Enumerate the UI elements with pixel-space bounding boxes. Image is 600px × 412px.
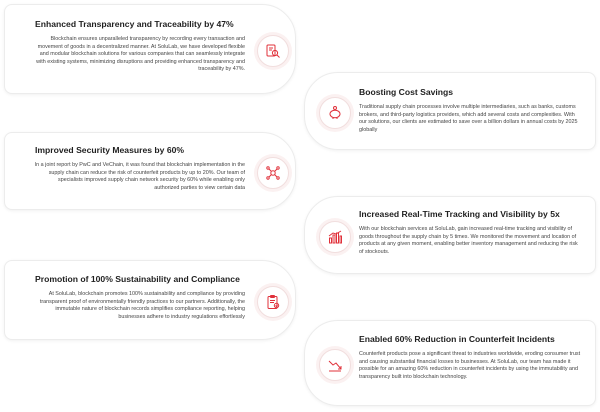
icon-badge bbox=[319, 97, 351, 129]
icon-badge bbox=[257, 35, 289, 67]
card-tracking bbox=[304, 196, 596, 274]
card-title: Boosting Cost Savings bbox=[359, 87, 454, 97]
card-body: At SoluLab, blockchain promotes 100% sustainability and compliance by providing transparent proof of environmentally friendly practices to our partners. Additionally, the immutable nature of blockchain records simplifies compliance reporting, helping businesses adhere to industry regulations effortlessly bbox=[39, 291, 245, 320]
icon-badge bbox=[257, 286, 289, 318]
search-document-icon bbox=[265, 43, 281, 59]
security-network-icon bbox=[265, 165, 281, 181]
card-title: Enabled 60% Reduction in Counterfeit Incidents bbox=[359, 334, 555, 344]
piggy-bank-icon bbox=[327, 105, 343, 121]
bar-chart-icon bbox=[327, 229, 343, 245]
card-title: Promotion of 100% Sustainability and Compliance bbox=[35, 274, 240, 284]
card-body: Blockchain ensures unparalleled transparency by recording every transaction and movement of goods in a decentralized manner. At SoluLab, we have developed flexible and modular blockchain solutions for various companies that can seamlessly integrate with existing systems, minimizing disruptions and providing enhanced transparency and traceability by 47%. bbox=[36, 36, 245, 72]
card-body: With our blockchain services at SoluLab, gain increased real-time tracking and visibility of goods throughout the supply chain by 5 times. We monitored the movement and location of products at any given moment, enabling better inventory management and reducing the risk of stockouts. bbox=[359, 226, 578, 255]
card-security bbox=[4, 132, 296, 210]
card-title: Enhanced Transparency and Traceability by 47% bbox=[35, 19, 234, 29]
card-sustainability bbox=[4, 260, 296, 340]
icon-badge bbox=[319, 349, 351, 381]
card-body: Traditional supply chain processes involve multiple intermediaries, such as banks, customs brokers, and third-party logistics providers, which add several costs and complexities. With our solutions, our clients are estimated to save over a billion dollars in annual costs by 2025 globally bbox=[359, 104, 578, 133]
trend-down-icon bbox=[327, 357, 343, 373]
card-transparency bbox=[4, 4, 296, 94]
icon-badge bbox=[257, 157, 289, 189]
compliance-clipboard-icon bbox=[265, 294, 281, 310]
card-title: Improved Security Measures by 60% bbox=[35, 145, 185, 155]
icon-badge bbox=[319, 221, 351, 253]
card-body: In a joint report by PwC and VeChain, it was found that blockchain implementation in the supply chain can reduce the risk of counterfeit products by up to 20%. Our team of specialists improved supply chain network security by 60% while enabling only authorized parties to view certain data bbox=[34, 162, 245, 191]
card-body: Counterfeit products pose a significant threat to industries worldwide, eroding consumer trust and causing substantial financial losses to businesses. At SoluLab, our team has made it possible for an amazing 60% reduction in counterfeit incidents by using the immutability and transparency built into blockchain technology. bbox=[359, 351, 581, 380]
card-cost-savings bbox=[304, 72, 596, 150]
card-counterfeit bbox=[304, 320, 596, 406]
card-title: Increased Real-Time Tracking and Visibility by 5x bbox=[359, 209, 560, 219]
